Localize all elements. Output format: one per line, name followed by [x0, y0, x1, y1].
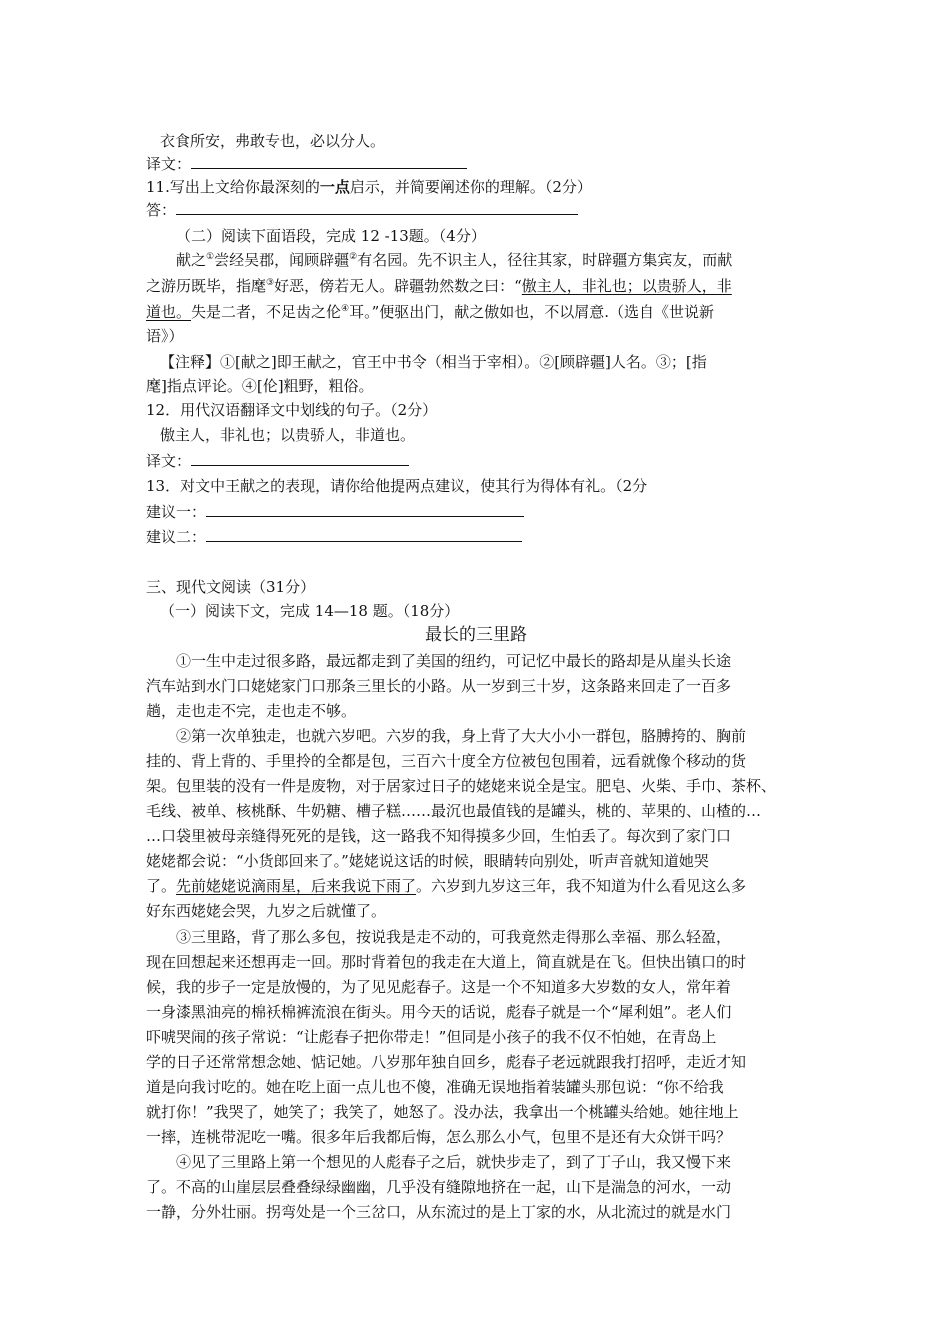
underlined-sentence-part2: 道也。: [146, 303, 192, 321]
article-line: 一摔，连桃带泥吃一嘴。很多年后我都后悔，怎么那么小气，包里不是还有大众饼干吗？: [146, 1128, 732, 1146]
q13-suggestion-1-row: [146, 501, 806, 525]
q11-answer-row: [146, 199, 806, 223]
article-line: ③三里路，背了那么多包，按说我是走不动的，可我竟然走得那么幸福、那么轻盈，: [176, 928, 732, 946]
article-line: 趟，走也走不完，走也走不够。: [146, 702, 357, 720]
q10-answer-row: [146, 153, 806, 177]
article-line: 道是向我讨吃的。她在吃上面一点儿也不傻，准确无误地指着装罐头那包说：“你不给我: [146, 1078, 724, 1096]
q10-sentence: 衣食所安，弗敢专也，必以分人。: [160, 132, 386, 150]
underlined-sentence: 先前姥姥说滴雨星，后来我说下雨了: [176, 877, 417, 895]
q11-answer-blank[interactable]: [176, 199, 578, 215]
q13-suggestion-1-label: 建议一：: [146, 503, 207, 521]
article-line: 学的日子还常常想念她、惦记她。八岁那年独自回乡，彪春子老远就跟我打招呼，走近才知: [146, 1053, 747, 1071]
passage-line-1: 献之①尝经吴郡，闻顾辟疆②有名园。先不识主人，径往其家，时辟疆方集宾友，而献: [176, 251, 733, 269]
article-line: ①一生中走过很多路，最远都走到了美国的纽约，可记忆中最长的路却是从崖头长途: [176, 652, 732, 670]
article-line: 了。不高的山崖层层叠叠绿绿幽幽，几乎没有缝隙地挤在一起，山下是湍急的河水，一动: [146, 1178, 732, 1196]
article-line: 挂的、背上背的、手里拎的全都是包，三百六十度全方位被包包围着，远看就像个移动的货: [146, 752, 747, 770]
article-line: ②第一次单独走，也就六岁吧。六岁的我，身上背了大大小小一群包，胳膊挎的、胸前: [176, 727, 747, 745]
passage-line-3: 道也。失是二者，不足齿之伦④耳。”便驱出门，献之傲如也，不以屑意.（选自《世说新: [146, 303, 715, 321]
q13-suggestion-2-row: [146, 526, 806, 550]
q12-sentence: 傲主人，非礼也；以贵骄人，非道也。: [160, 426, 416, 444]
article-line: 候，我的步子一定是放慢的，为了见见彪春子。这是一个不知道多大岁数的女人，常年着: [146, 978, 732, 996]
notes-line-2: 麾]指点评论。④[伦]粗野，粗俗。: [146, 377, 374, 395]
passage-line-2: 之游历既毕，指麾③好恶，傍若无人。辟疆勃然数之曰：“傲主人，非礼也；以贵骄人，非: [146, 277, 732, 295]
article-line: 姥姥都会说：“小货郎回来了。”姥姥说这话的时候，眼睛转向别处，听声音就知道她哭: [146, 852, 709, 870]
article-line: 一身漆黑油亮的棉袄棉裤流浪在街头。用今天的话说，彪春子就是一个“犀利姐”。老人们: [146, 1003, 732, 1021]
article-line: 毛线、被单、核桃酥、牛奶糖、槽子糕……最沉也最值钱的是罐头，桃的、苹果的、山楂的…: [146, 802, 762, 820]
article-line: 吓唬哭闹的孩子常说：“让彪春子把你带走！”但同是小孩子的我不仅不怕她，在青岛上: [146, 1028, 717, 1046]
article-title: 最长的三里路: [425, 625, 527, 645]
article-line: ④见了三里路上第一个想见的人彪春子之后，就快步走了，到了丁子山，我又慢下来: [176, 1153, 732, 1171]
q12-answer-label: 译文：: [146, 452, 192, 470]
section-three-sub: （一）阅读下文，完成 14—18 题。（18分）: [160, 602, 460, 620]
article-line: 汽车站到水门口姥姥家门口那条三里长的小路。从一岁到三十岁，这条路来回走了一百多: [146, 677, 732, 695]
article-line: 架。包里装的没有一件是废物，对于居家过日子的姥姥来说全是宝。肥皂、火柴、手巾、茶杯、: [146, 777, 777, 795]
q13-prompt: 13．对文中王献之的表现，请你给他提两点建议，使其行为得体有礼。（2分: [146, 477, 648, 495]
q11-prefix: 11.写出上文给你最深刻的: [146, 178, 320, 196]
article-line: …口袋里被母亲缝得死死的是钱，这一路我不知得摸多少回，生怕丢了。每次到了家门口: [146, 827, 732, 845]
article-line: 了。先前姥姥说滴雨星，后来我说下雨了。六岁到九岁这三年，我不知道为什么看见这么多: [146, 877, 747, 895]
underlined-sentence-part1: 傲主人，非礼也；以贵骄人，非: [521, 277, 732, 295]
q12-answer-blank[interactable]: [191, 450, 409, 466]
q11-answer-label: 答：: [146, 201, 177, 219]
passage-line-4: 语》）: [146, 327, 184, 345]
article-line: 就打你！”我哭了，她笑了；我笑了，她怒了。没办法，我拿出一个桃罐头给她。她往地上: [146, 1103, 739, 1121]
section-two-header: （二）阅读下面语段，完成 12 -13题。（4分）: [176, 227, 486, 245]
article-line: 好东西姥姥会哭，九岁之后就懂了。: [146, 902, 387, 920]
q11-prompt: [146, 176, 806, 200]
q10-answer-blank[interactable]: [191, 153, 467, 169]
q12-answer-row: [146, 450, 806, 474]
q11-suffix: 启示，并简要阐述你的理解。（2分）: [349, 178, 592, 196]
notes-line-1: 【注释】①[献之]即王献之，官王中书令（相当于宰相）。②[顾辟疆]人名。③；[指: [160, 353, 707, 371]
article-line: 现在回想起来还想再走一回。那时背着包的我走在大道上，简直就是在飞。但快出镇口的时: [146, 953, 747, 971]
section-three-header: 三、现代文阅读（31分）: [146, 578, 316, 596]
q10-answer-label: 译文：: [146, 155, 192, 173]
q12-prompt: 12．用代汉语翻译文中划线的句子。（2分）: [146, 401, 438, 419]
q13-suggestion-2-label: 建议二：: [146, 528, 207, 546]
article-line: 一静，分外壮丽。拐弯处是一个三岔口，从东流过的是上丁家的水，从北流过的就是水门: [146, 1203, 732, 1221]
q13-suggestion-1-blank[interactable]: [206, 501, 524, 517]
q13-suggestion-2-blank[interactable]: [206, 526, 522, 542]
q11-bold: 一点: [319, 178, 350, 196]
